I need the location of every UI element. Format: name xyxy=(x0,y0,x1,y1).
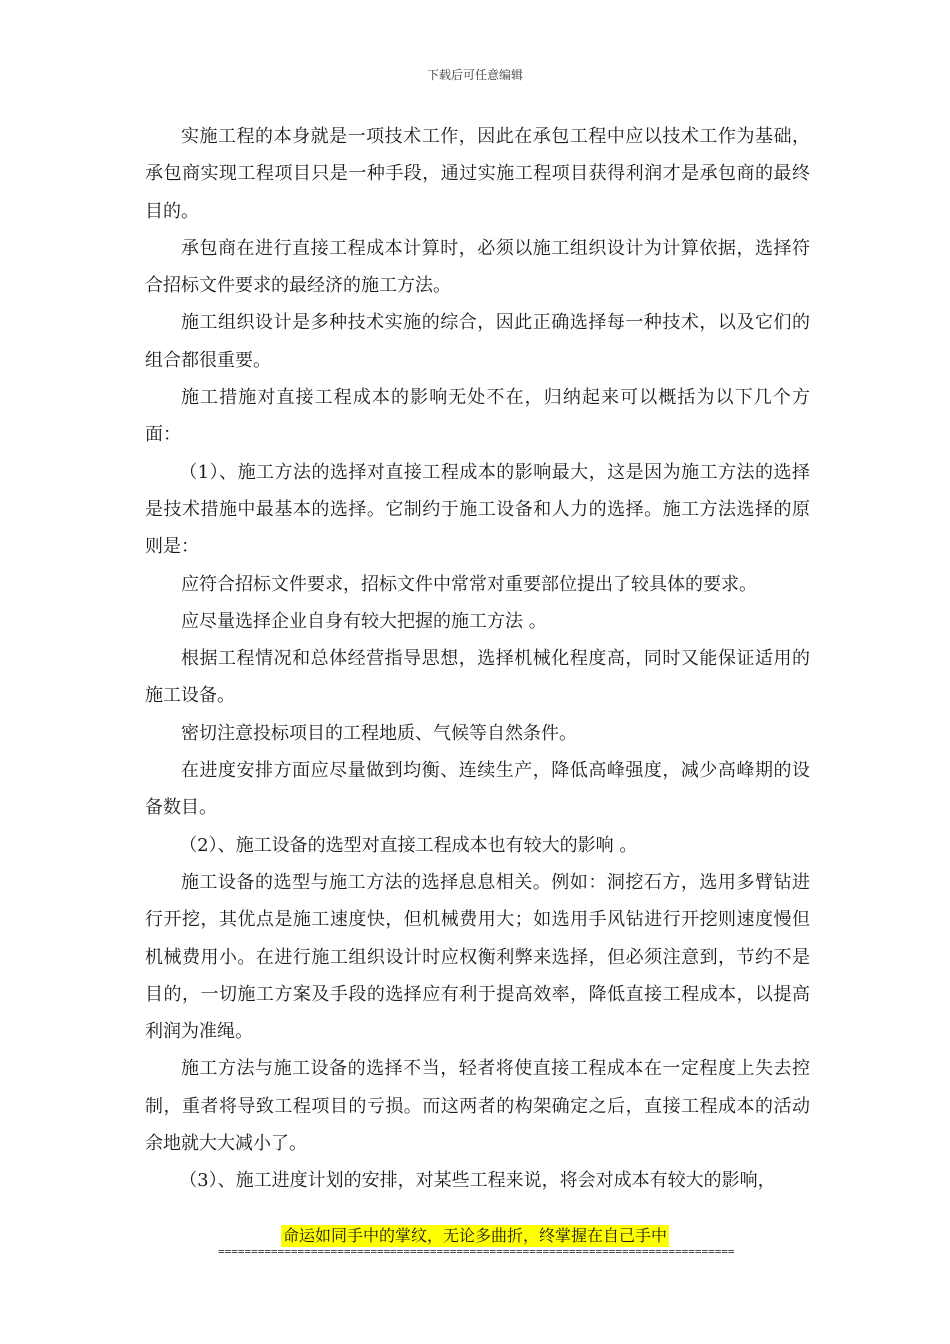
paragraph-6: 应符合招标文件要求，招标文件中常常对重要部位提出了较具体的要求。 xyxy=(181,573,757,595)
paragraph-7: 应尽量选择企业自身有较大把握的施工方法 。 xyxy=(181,610,547,632)
footer-slogan: 命运如同手中的掌纹，无论多曲折，终掌握在自己手中 xyxy=(282,1226,667,1245)
paragraph-10: 在进度安排方面应尽量做到均衡、连续生产，降低高峰强度，减少高峰期的设备数目。 xyxy=(145,760,810,819)
paragraph-5-item-1: （1）、施工方法的选择对直接工程成本的影响最大，这是因为施工方法的选择是技术措施中最基本的选择。它制约于施工设备和人力的选择。施工方法选择的原则是： xyxy=(145,461,810,558)
paragraph-13: 施工方法与施工设备的选择不当，轻者将使直接工程成本在一定程度上失去控制，重者将导致工程项目的亏损。而这两者的构架确定之后，直接工程成本的活动余地就大大减小了。 xyxy=(145,1058,810,1155)
paragraph-9: 密切注意投标项目的工程地质、气候等自然条件。 xyxy=(181,722,577,744)
paragraph-8: 根据工程情况和总体经营指导思想，选择机械化程度高，同时又能保证适用的施工设备。 xyxy=(145,648,810,707)
footer-banner xyxy=(0,1225,950,1247)
document-body xyxy=(145,118,810,1200)
paragraph-4: 施工措施对直接工程成本的影响无处不在，归纳起来可以概括为以下几个方面： xyxy=(145,387,810,446)
paragraph-2: 承包商在进行直接工程成本计算时，必须以施工组织设计为计算依据，选择符合招标文件要求的最经济的施工方法。 xyxy=(145,237,810,297)
page-header-note: 下载后可任意编辑 xyxy=(426,68,523,82)
footer-divider-rule: ============================================================================== xyxy=(218,1245,735,1258)
paragraph-12: 施工设备的选型与施工方法的选择息息相关。例如：洞挖石方，选用多臂钻进行开挖，其优点是施工速度快，但机械费用大；如选用手风钻进行开挖则速度慢但机械费用小。在进行施工组织设计时应权衡利弊来选择，但必须注意到，节约不是目的，一切施工方案及手段的选择应有利于提高效率，降低直接工程成本，以提高利润为准绳。 xyxy=(145,871,810,1043)
paragraph-3: 施工组织设计是多种技术实施的综合，因此正确选择每一种技术，以及它们的组合都很重要。 xyxy=(145,312,810,371)
paragraph-14-item-3: （3）、施工进度计划的安排，对某些工程来说，将会对成本有较大的影响， xyxy=(179,1170,776,1192)
paragraph-11-item-2: （2）、施工设备的选型对直接工程成本也有较大的影响 。 xyxy=(179,834,638,856)
paragraph-1: 实施工程的本身就是一项技术工作，因此在承包工程中应以技术工作为基础，承包商实现工程项目只是一种手段，通过实施工程项目获得利润才是承包商的最终目的。 xyxy=(145,126,810,222)
